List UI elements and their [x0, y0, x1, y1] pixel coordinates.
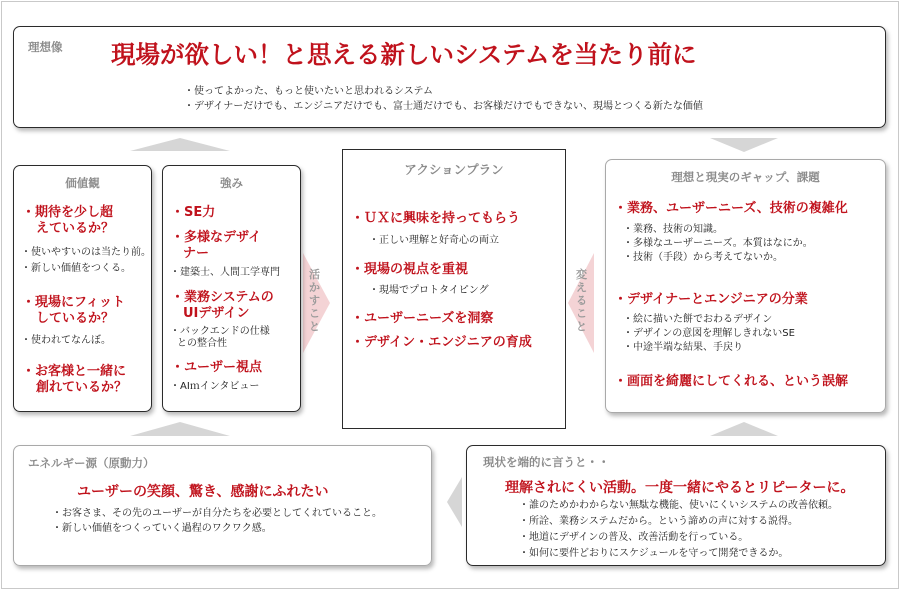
strength-4: ・ユーザー視点: [171, 360, 263, 375]
gap-3: ・画面を綺麗にしてくれる、という誤解: [614, 374, 849, 389]
leverage-label: 活かすこと: [309, 268, 320, 333]
strength-1: ・SE力: [171, 205, 216, 220]
current-bullet-2: ・所詮、業務システムだから。という諦めの声に対する説得。: [519, 516, 798, 527]
action-1: ・ＵＸに興味を持ってもらう: [351, 211, 521, 226]
current-state-headline: 理解されにくい活動。一度一緒にやるとリピーターに。: [505, 480, 855, 496]
strength-3-line2: UIデザイン: [183, 306, 250, 321]
values-note-2: ・新しい価値をつくる。: [21, 263, 131, 274]
values-note-3: ・使われてなんぼ。: [21, 335, 111, 346]
energy-label: エネルギー源（原動力）: [28, 456, 155, 470]
energy-box: [13, 445, 432, 566]
values-box: [13, 165, 152, 412]
strengths-label: 強み: [220, 176, 243, 190]
arrow-up-left: [130, 138, 230, 151]
current-bullet-3: ・地道にデザインの普及、改善活動を行っている。: [519, 532, 749, 543]
values-q2-line2: しているか？: [36, 311, 115, 326]
values-q1-line1: ・期待を少し超: [22, 205, 114, 220]
gap-2-note-3: ・中途半端な結果、手戻り: [623, 342, 743, 353]
strengths-box: [162, 165, 301, 412]
strength-2-line2: ナー: [183, 246, 210, 261]
strength-3-line1: ・業務システムの: [171, 290, 274, 305]
values-q3-line1: ・お客様と一緒に: [22, 364, 127, 379]
gap-1-note-2: ・多様なユーザーニーズ。本質はなにか。: [623, 238, 813, 249]
strength-note-2-line1: ・バックエンドの仕様: [170, 326, 270, 337]
ideal-headline: 現場が欲しい！と思える新しいシステムを当たり前に: [111, 40, 697, 69]
strength-note-2-line2: との整合性: [177, 338, 227, 349]
strength-note-1: ・建築士、人間工学専門: [170, 267, 280, 278]
gap-1: ・業務、ユーザーニーズ、技術の複雑化: [614, 201, 848, 216]
action-1-note: ・正しい理解と好奇心の両立: [369, 235, 499, 246]
strength-note-3: ・AIｍインタビュー: [170, 381, 260, 392]
arrow-down-right: [710, 138, 778, 152]
action-2: ・現場の視点を重視: [351, 262, 469, 277]
ideal-bullet-2: ・デザイナーだけでも、エンジニアだけでも、富士通だけでも、お客様だけでもできない、現場とつくる新たな価値: [184, 101, 703, 112]
gap-label: 理想と現実のギャップ、課題: [671, 170, 820, 184]
current-state-box: [466, 445, 886, 566]
action-plan-label: アクションプラン: [404, 162, 504, 177]
gap-2: ・デザイナーとエンジニアの分業: [614, 292, 808, 307]
values-label: 価値観: [65, 176, 100, 190]
gap-2-note-2: ・デザインの意図を理解しきれないSE: [623, 328, 795, 339]
gap-box: [605, 159, 886, 413]
current-bullet-4: ・如何に要件どおりにスケジュールを守って開発できるか。: [519, 548, 789, 559]
values-q2-line1: ・現場にフィット: [22, 295, 125, 310]
energy-bullet-1: ・お客さま、その先のユーザーが自分たちを必要としてくれていること。: [52, 508, 382, 519]
values-q1-line2: えているか？: [36, 221, 115, 236]
action-3: ・ユーザーニーズを洞察: [351, 311, 494, 326]
arrow-up-bottom-right: [710, 422, 778, 436]
action-2-note: ・現場でプロトタイピング: [369, 285, 489, 296]
ideal-label: 理想像: [28, 40, 63, 54]
current-bullet-1: ・誰のためかわからない無駄な機能、使いにくいシステムの改善依頼。: [519, 500, 838, 511]
arrow-left-bottom: [447, 477, 462, 527]
values-q3-line2: 創れているか？: [36, 380, 128, 395]
action-plan-box: [342, 149, 566, 429]
gap-1-note-3: ・技術（手段）から考えてないか。: [623, 252, 783, 263]
ideal-bullet-1: ・使ってよかった、もっと使いたいと思われるシステム: [184, 86, 433, 97]
change-label: 変えること: [576, 268, 587, 333]
action-4: ・デザイン・エンジニアの育成: [351, 335, 532, 350]
energy-headline: ユーザーの笑顔、驚き、感謝にふれたい: [77, 484, 329, 500]
gap-1-note-1: ・業務、技術の知識。: [623, 224, 723, 235]
energy-bullet-2: ・新しい価値をつくっていく過程のワクワク感。: [52, 523, 272, 534]
current-state-label: 現状を端的に言うと・・: [483, 455, 610, 469]
values-note-1: ・使いやすいのは当たり前。: [21, 247, 151, 258]
gap-2-note-1: ・絵に描いた餅でおわるデザイン: [623, 314, 773, 325]
arrow-up-bottom-left: [130, 422, 230, 436]
strength-2-line1: ・多様なデザイ: [171, 230, 262, 245]
